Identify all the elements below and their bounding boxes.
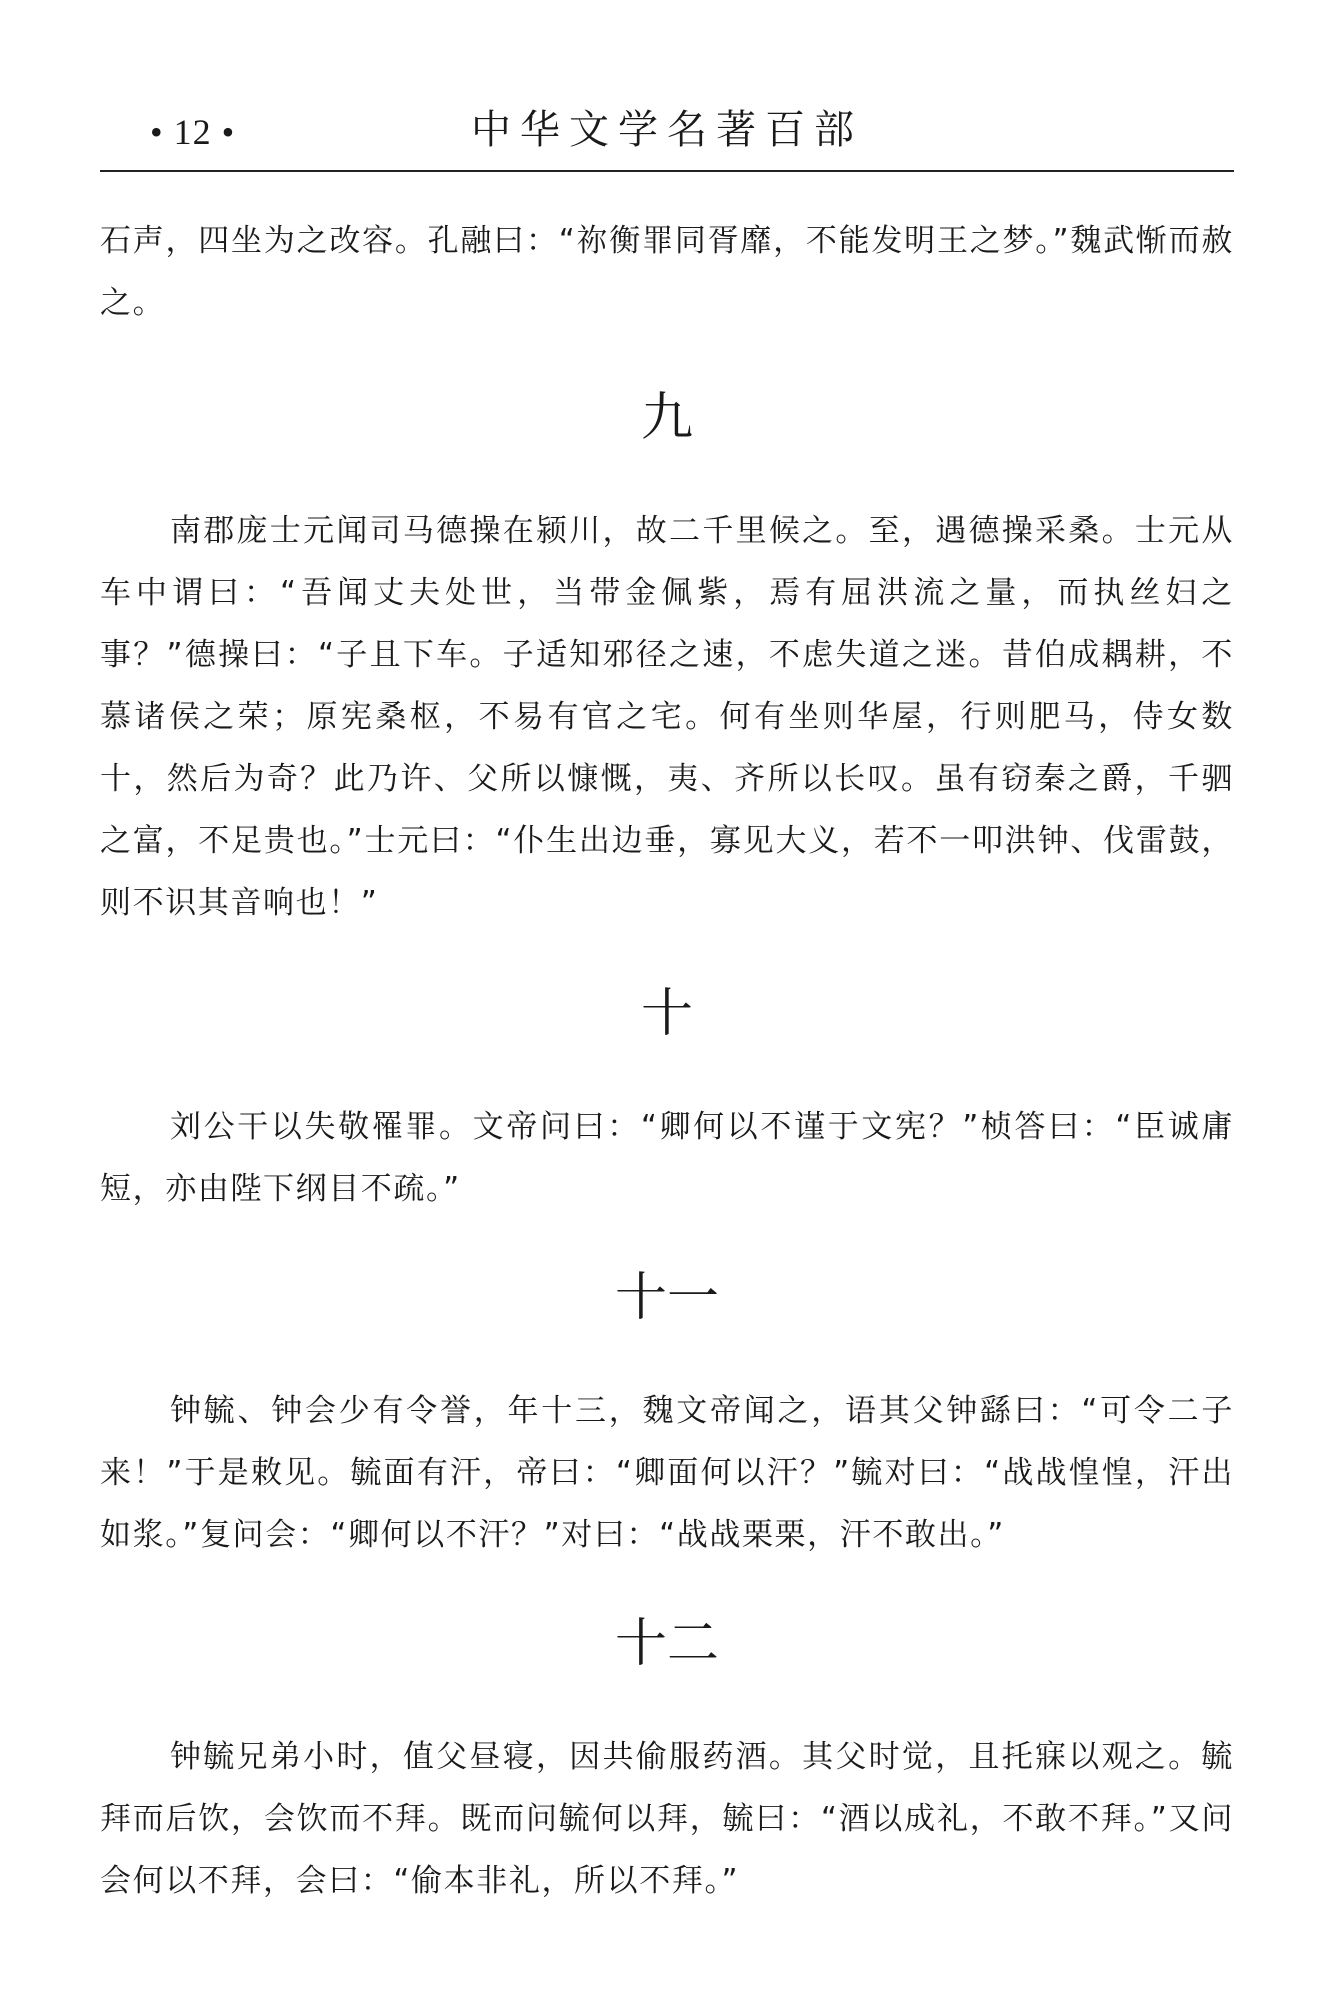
section-paragraph-11: 钟毓、钟会少有令誉，年十三，魏文帝闻之，语其父钟繇曰：“可令二子来！”于是敕见。毓面有汗，帝曰：“卿面何以汗？”毓对曰：“战战惶惶，汗出如浆。”复问会：“卿何以不汗？”对曰：“战战栗栗，汗不敢出。”: [100, 1393, 1234, 1553]
page-number: • 12 •: [150, 112, 236, 152]
page-header: [100, 106, 1234, 166]
section-heading-10: 十: [640, 984, 693, 1044]
running-title: 中华文学名著百部: [471, 107, 863, 153]
section-heading-11: 十一: [614, 1268, 719, 1328]
header-divider: [100, 170, 1234, 172]
section-heading-12: 十二: [614, 1614, 719, 1674]
section-paragraph-12: 钟毓兄弟小时，值父昼寝，因共偷服药酒。其父时觉，且托寐以观之。毓拜而后饮，会饮而不拜。既而问毓何以拜，毓曰：“酒以成礼，不敢不拜。”又问会何以不拜，会曰：“偷本非礼，所以不拜。”: [100, 1739, 1234, 1899]
page-body: [100, 210, 1234, 1912]
section-heading-9: 九: [640, 388, 693, 448]
section-paragraph-10: 刘公干以失敬罹罪。文帝问曰：“卿何以不谨于文宪？”桢答曰：“臣诚庸短，亦由陛下纲目不疏。”: [100, 1109, 1234, 1207]
section-paragraph-9: 南郡庞士元闻司马德操在颍川，故二千里候之。至，遇德操采桑。士元从车中谓曰：“吾闻丈夫处世，当带金佩紫，焉有屈洪流之量，而执丝妇之事？”德操曰：“子且下车。子适知邪径之速，不虑失道之迷。昔伯成耦耕，不慕诸侯之荣；原宪桑枢，不易有官之宅。何有坐则华屋，行则肥马，侍女数十，然后为奇？此乃许、父所以慷慨，夷、齐所以长叹。虽有窃秦之爵，千驷之富，不足贵也。”士元曰：“仆生出边垂，寡见大义，若不一叩洪钟、伐雷鼓，则不识其音响也！”: [100, 513, 1234, 921]
intro-paragraph: 石声，四坐为之改容。孔融曰：“祢衡罪同胥靡，不能发明王之梦。”魏武惭而赦之。: [100, 223, 1234, 321]
